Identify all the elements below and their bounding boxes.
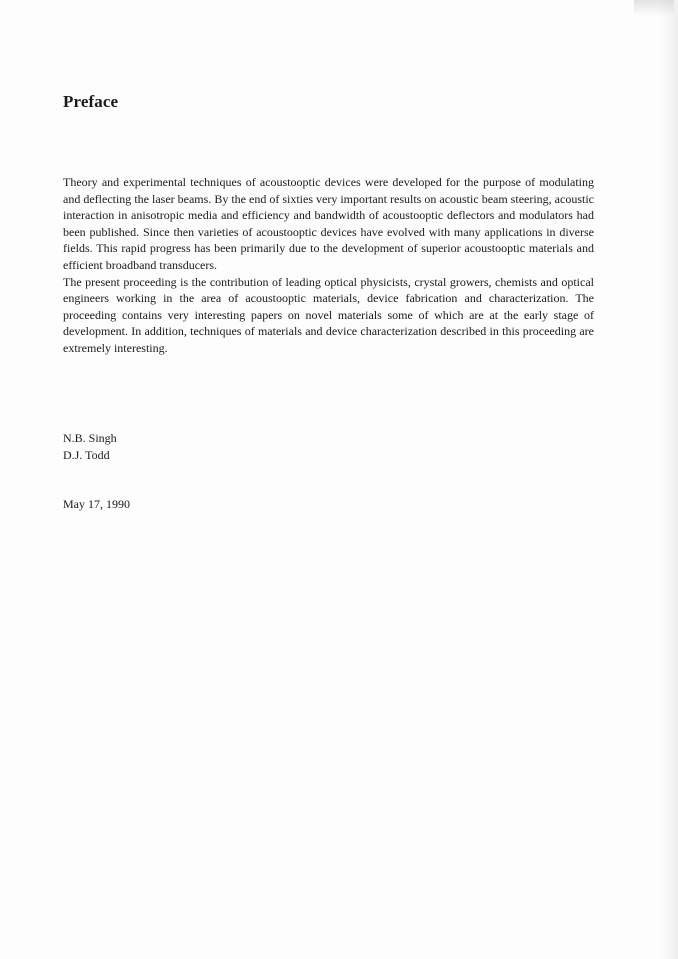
paragraph-2: The present proceeding is the contribution of leading optical physicists, crystal growers, chemists and optical engineers working in the area of acoustooptic materials, device fabrication and characterization. The proceeding contains very interesting papers on novel materials some of which are at the early stage of development. In addition, techniques of materials and device characterization described in this proceeding are extremely interesting. xyxy=(63,274,594,355)
preface-body xyxy=(63,174,594,357)
author-list xyxy=(63,430,117,464)
preface-date: May 17, 1990 xyxy=(63,497,130,511)
scan-edge-shadow xyxy=(660,0,678,959)
paragraph-1: Theory and experimental techniques of acoustooptic devices were developed for the purpose of modulating and deflecting the laser beams. By the end of sixties very important results on acoustic beam steering, acoustic interaction in anisotropic media and efficiency and bandwidth of acoustooptic deflectors and modulators had been published. Since then varieties of acoustooptic devices have evolved with many applications in diverse fields. This rapid progress has been primarily due to the development of superior acoustooptic materials and efficient broadband transducers. xyxy=(63,175,594,272)
author-name: N.B. Singh xyxy=(63,431,117,445)
scan-corner-mark xyxy=(634,0,674,16)
page-title: Preface xyxy=(63,92,119,111)
author-name: D.J. Todd xyxy=(63,448,110,462)
